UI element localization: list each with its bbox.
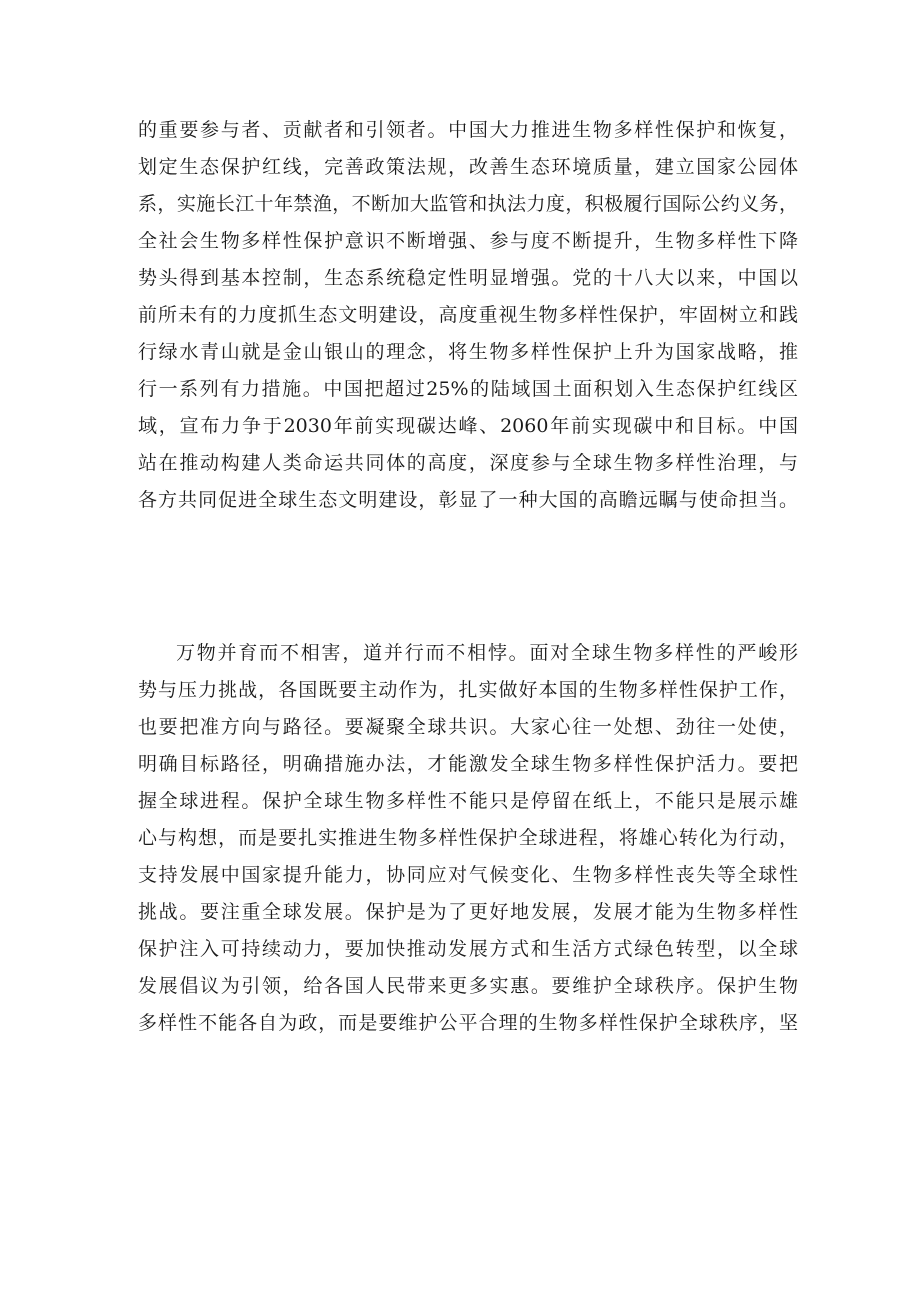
text-line: 行绿水青山就是金山银山的理念，将生物多样性保护上升为国家战略，推 (138, 341, 798, 363)
text-line: 万物并育而不相害，道并行而不相悖。面对全球生物多样性的严峻形 (176, 642, 798, 664)
text-line: 前所未有的力度抓生态文明建设，高度重视生物多样性保护，牢固树立和践 (138, 304, 798, 326)
paragraph-2 (138, 635, 798, 1042)
text-line: 的重要参与者、贡献者和引领者。中国大力推进生物多样性保护和恢复， (138, 119, 798, 141)
text-line: 保护注入可持续动力，要加快推动发展方式和生活方式绿色转型，以全球 (138, 938, 798, 960)
text-line: 心与构想，而是要扎实推进生物多样性保护全球进程，将雄心转化为行动， (138, 827, 798, 849)
text-line: 发展倡议为引领，给各国人民带来更多实惠。要维护全球秩序。保护生物 (138, 975, 798, 997)
text-line: 行一系列有力措施。中国把超过25%的陆域国土面积划入生态保护红线区 (138, 378, 798, 400)
text-line: 域，宣布力争于2030年前实现碳达峰、2060年前实现碳中和目标。中国 (138, 415, 798, 437)
text-line: 划定生态保护红线，完善政策法规，改善生态环境质量，建立国家公园体 (138, 156, 798, 178)
text-line: 站在推动构建人类命运共同体的高度，深度参与全球生物多样性治理，与 (138, 452, 798, 474)
text-line: 挑战。要注重全球发展。保护是为了更好地发展，发展才能为生物多样性 (138, 901, 798, 923)
text-line: 多样性不能各自为政，而是要维护公平合理的生物多样性保护全球秩序，坚 (138, 1012, 798, 1034)
text-line: 全社会生物多样性保护意识不断增强、参与度不断提升，生物多样性下降 (138, 230, 798, 252)
text-line: 各方共同促进全球生态文明建设，彰显了一种大国的高瞻远瞩与使命担当。 (138, 489, 798, 511)
text-line: 系，实施长江十年禁渔，不断加大监管和执法力度，积极履行国际公约义务， (138, 193, 798, 215)
text-line: 势与压力挑战，各国既要主动作为，扎实做好本国的生物多样性保护工作， (138, 679, 798, 701)
text-line: 明确目标路径，明确措施办法，才能激发全球生物多样性保护活力。要把 (138, 753, 798, 775)
text-line: 也要把准方向与路径。要凝聚全球共识。大家心往一处想、劲往一处使， (138, 716, 798, 738)
text-line: 支持发展中国家提升能力，协同应对气候变化、生物多样性丧失等全球性 (138, 864, 798, 886)
text-line: 握全球进程。保护全球生物多样性不能只是停留在纸上，不能只是展示雄 (138, 790, 798, 812)
paragraph-1 (138, 112, 798, 519)
text-line: 势头得到基本控制，生态系统稳定性明显增强。党的十八大以来，中国以 (138, 267, 798, 289)
